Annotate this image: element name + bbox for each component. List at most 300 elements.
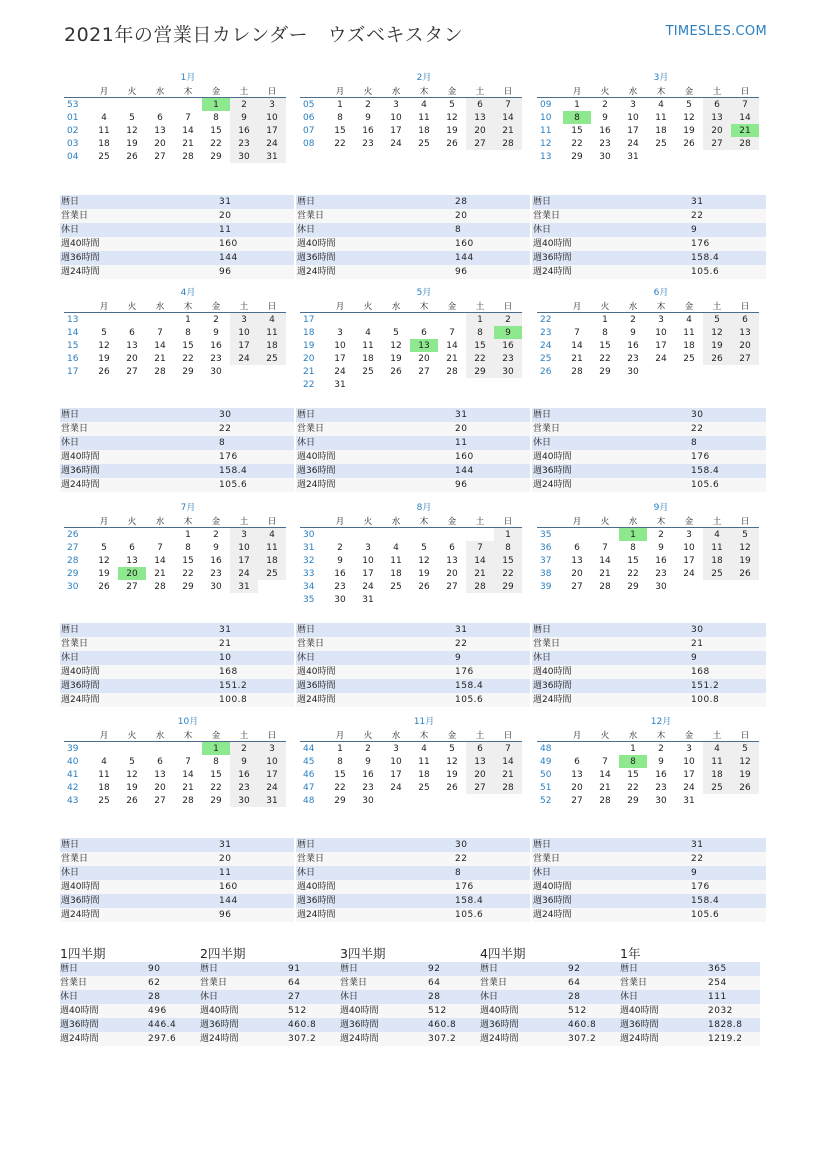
day-cell[interactable]: 3 [658, 314, 664, 325]
day-cell[interactable]: 10 [390, 756, 402, 767]
day-cell[interactable]: 23 [210, 353, 222, 364]
day-cell[interactable]: 18 [703, 768, 731, 781]
day-cell[interactable]: 15 [182, 340, 194, 351]
day-cell[interactable]: 11 [655, 112, 667, 123]
brand-logo-text[interactable]: TIMESLES.COM [665, 24, 767, 39]
day-cell[interactable]: 9 [494, 326, 522, 339]
day-cell[interactable]: 17 [683, 769, 695, 780]
day-cell[interactable]: 3 [686, 529, 692, 540]
day-cell[interactable]: 5 [703, 313, 731, 327]
day-cell[interactable]: 10 [230, 326, 258, 339]
day-cell[interactable]: 12 [126, 769, 138, 780]
day-cell[interactable]: 6 [703, 98, 731, 112]
day-cell[interactable]: 25 [418, 138, 430, 149]
day-cell[interactable]: 29 [210, 795, 222, 806]
day-cell[interactable]: 19 [126, 782, 138, 793]
day-cell[interactable]: 24 [683, 782, 695, 793]
day-cell[interactable]: 25 [258, 567, 286, 580]
day-cell[interactable]: 31 [258, 150, 286, 163]
day-cell[interactable]: 10 [334, 340, 346, 351]
day-cell[interactable]: 18 [683, 340, 695, 351]
day-cell[interactable]: 19 [446, 769, 458, 780]
day-cell[interactable]: 24 [390, 782, 402, 793]
day-cell[interactable]: 18 [362, 353, 374, 364]
day-cell[interactable]: 16 [655, 769, 667, 780]
day-cell[interactable]: 7 [185, 756, 191, 767]
day-cell[interactable]: 1 [630, 743, 636, 754]
day-cell[interactable]: 5 [129, 112, 135, 123]
day-cell[interactable]: 16 [230, 124, 258, 137]
day-cell[interactable]: 16 [655, 555, 667, 566]
day-cell[interactable]: 11 [703, 755, 731, 768]
day-cell[interactable]: 14 [182, 125, 194, 136]
day-cell[interactable]: 10 [362, 555, 374, 566]
day-cell[interactable]: 7 [449, 327, 455, 338]
day-cell[interactable]: 29 [334, 795, 346, 806]
day-cell[interactable]: 9 [337, 555, 343, 566]
day-cell[interactable]: 23 [599, 138, 611, 149]
day-cell[interactable]: 11 [418, 112, 430, 123]
day-cell[interactable]: 1 [202, 98, 230, 112]
day-cell[interactable]: 17 [334, 353, 346, 364]
day-cell[interactable]: 15 [182, 555, 194, 566]
day-cell[interactable]: 2 [213, 529, 219, 540]
day-cell[interactable]: 9 [602, 112, 608, 123]
day-cell[interactable]: 30 [494, 365, 522, 378]
day-cell[interactable]: 25 [418, 782, 430, 793]
day-cell[interactable]: 11 [683, 327, 695, 338]
day-cell[interactable]: 12 [126, 125, 138, 136]
day-cell[interactable]: 23 [627, 353, 639, 364]
day-cell[interactable]: 4 [703, 742, 731, 756]
day-cell[interactable]: 26 [731, 567, 759, 580]
day-cell[interactable]: 26 [390, 366, 402, 377]
day-cell[interactable]: 30 [210, 366, 222, 377]
day-cell[interactable]: 19 [703, 339, 731, 352]
day-cell[interactable]: 17 [683, 555, 695, 566]
day-cell[interactable]: 2 [213, 314, 219, 325]
day-cell[interactable]: 22 [182, 568, 194, 579]
day-cell[interactable]: 27 [418, 366, 430, 377]
day-cell[interactable]: 27 [466, 781, 494, 794]
day-cell[interactable]: 15 [466, 339, 494, 352]
day-cell[interactable]: 10 [683, 542, 695, 553]
day-cell[interactable]: 19 [731, 554, 759, 567]
day-cell[interactable]: 4 [393, 542, 399, 553]
day-cell[interactable]: 4 [258, 313, 286, 327]
day-cell[interactable]: 6 [574, 756, 580, 767]
day-cell[interactable]: 15 [494, 554, 522, 567]
month-name[interactable]: 11月 [413, 717, 435, 727]
day-cell[interactable]: 14 [182, 769, 194, 780]
day-cell[interactable]: 26 [98, 581, 110, 592]
day-cell[interactable]: 2 [365, 743, 371, 754]
day-cell[interactable]: 18 [703, 554, 731, 567]
day-cell[interactable]: 14 [466, 554, 494, 567]
day-cell[interactable]: 12 [390, 340, 402, 351]
month-name[interactable]: 10月 [177, 717, 199, 727]
day-cell[interactable]: 1 [337, 99, 343, 110]
day-cell[interactable]: 23 [230, 137, 258, 150]
day-cell[interactable]: 18 [418, 769, 430, 780]
day-cell[interactable]: 15 [334, 769, 346, 780]
day-cell[interactable]: 3 [393, 743, 399, 754]
day-cell[interactable]: 26 [98, 366, 110, 377]
day-cell[interactable]: 2 [230, 742, 258, 756]
day-cell[interactable]: 18 [655, 125, 667, 136]
month-name[interactable]: 3月 [653, 73, 669, 83]
day-cell[interactable]: 10 [683, 756, 695, 767]
day-cell[interactable]: 2 [630, 314, 636, 325]
day-cell[interactable]: 8 [213, 756, 219, 767]
day-cell[interactable]: 21 [731, 124, 759, 137]
day-cell[interactable]: 10 [390, 112, 402, 123]
day-cell[interactable]: 24 [230, 567, 258, 580]
day-cell[interactable]: 6 [449, 542, 455, 553]
day-cell[interactable]: 13 [126, 340, 138, 351]
day-cell[interactable]: 29 [627, 581, 639, 592]
month-name[interactable]: 6月 [653, 288, 669, 298]
day-cell[interactable]: 13 [446, 555, 458, 566]
day-cell[interactable]: 28 [466, 580, 494, 593]
day-cell[interactable]: 11 [258, 541, 286, 554]
day-cell[interactable]: 10 [230, 541, 258, 554]
day-cell[interactable]: 31 [230, 580, 258, 593]
day-cell[interactable]: 8 [185, 327, 191, 338]
day-cell[interactable]: 24 [334, 366, 346, 377]
day-cell[interactable]: 4 [421, 743, 427, 754]
day-cell[interactable]: 8 [494, 541, 522, 554]
day-cell[interactable]: 30 [210, 581, 222, 592]
day-cell[interactable]: 27 [154, 795, 166, 806]
day-cell[interactable]: 4 [258, 528, 286, 542]
day-cell[interactable]: 5 [393, 327, 399, 338]
day-cell[interactable]: 7 [574, 327, 580, 338]
day-cell[interactable]: 19 [446, 125, 458, 136]
day-cell[interactable]: 14 [154, 340, 166, 351]
day-cell[interactable]: 8 [563, 111, 591, 124]
day-cell[interactable]: 17 [230, 554, 258, 567]
day-cell[interactable]: 12 [418, 555, 430, 566]
day-cell[interactable]: 18 [390, 568, 402, 579]
day-cell[interactable]: 31 [258, 794, 286, 807]
day-cell[interactable]: 22 [599, 353, 611, 364]
day-cell[interactable]: 26 [126, 795, 138, 806]
day-cell[interactable]: 14 [494, 755, 522, 768]
day-cell[interactable]: 11 [98, 769, 110, 780]
day-cell[interactable]: 17 [362, 568, 374, 579]
day-cell[interactable]: 19 [390, 353, 402, 364]
day-cell[interactable]: 3 [258, 98, 286, 112]
day-cell[interactable]: 8 [630, 542, 636, 553]
day-cell[interactable]: 18 [98, 138, 110, 149]
month-name[interactable]: 1月 [180, 73, 196, 83]
day-cell[interactable]: 21 [466, 567, 494, 580]
day-cell[interactable]: 20 [154, 138, 166, 149]
day-cell[interactable]: 7 [185, 112, 191, 123]
day-cell[interactable]: 2 [230, 98, 258, 112]
day-cell[interactable]: 7 [602, 756, 608, 767]
day-cell[interactable]: 5 [101, 542, 107, 553]
day-cell[interactable]: 24 [683, 568, 695, 579]
day-cell[interactable]: 4 [101, 756, 107, 767]
day-cell[interactable]: 30 [655, 581, 667, 592]
day-cell[interactable]: 28 [599, 581, 611, 592]
month-name[interactable]: 9月 [653, 503, 669, 513]
day-cell[interactable]: 2 [494, 313, 522, 327]
day-cell[interactable]: 13 [466, 111, 494, 124]
day-cell[interactable]: 23 [334, 581, 346, 592]
day-cell[interactable]: 6 [466, 98, 494, 112]
day-cell[interactable]: 24 [627, 138, 639, 149]
month-name[interactable]: 8月 [416, 503, 432, 513]
day-cell[interactable]: 8 [602, 327, 608, 338]
day-cell[interactable]: 30 [334, 594, 346, 605]
day-cell[interactable]: 7 [731, 98, 759, 112]
day-cell[interactable]: 18 [258, 339, 286, 352]
day-cell[interactable]: 9 [658, 756, 664, 767]
day-cell[interactable]: 28 [154, 366, 166, 377]
day-cell[interactable]: 22 [210, 138, 222, 149]
day-cell[interactable]: 2 [365, 99, 371, 110]
day-cell[interactable]: 11 [98, 125, 110, 136]
day-cell[interactable]: 16 [362, 769, 374, 780]
day-cell[interactable]: 17 [390, 769, 402, 780]
day-cell[interactable]: 10 [627, 112, 639, 123]
day-cell[interactable]: 29 [627, 795, 639, 806]
day-cell[interactable]: 18 [258, 554, 286, 567]
day-cell[interactable]: 27 [466, 137, 494, 150]
day-cell[interactable]: 18 [418, 125, 430, 136]
day-cell[interactable]: 1 [494, 528, 522, 542]
day-cell[interactable]: 29 [182, 366, 194, 377]
day-cell[interactable]: 20 [731, 339, 759, 352]
day-cell[interactable]: 24 [230, 352, 258, 365]
day-cell[interactable]: 10 [258, 111, 286, 124]
day-cell[interactable]: 7 [602, 542, 608, 553]
day-cell[interactable]: 12 [446, 756, 458, 767]
day-cell[interactable]: 12 [98, 340, 110, 351]
day-cell[interactable]: 1 [202, 742, 230, 756]
day-cell[interactable]: 3 [393, 99, 399, 110]
day-cell[interactable]: 5 [731, 528, 759, 542]
day-cell[interactable]: 31 [362, 594, 374, 605]
day-cell[interactable]: 14 [599, 555, 611, 566]
day-cell[interactable]: 23 [210, 568, 222, 579]
day-cell[interactable]: 22 [571, 138, 583, 149]
day-cell[interactable]: 23 [655, 568, 667, 579]
day-cell[interactable]: 1 [574, 99, 580, 110]
day-cell[interactable]: 15 [599, 340, 611, 351]
day-cell[interactable]: 22 [627, 568, 639, 579]
day-cell[interactable]: 29 [571, 151, 583, 162]
day-cell[interactable]: 17 [655, 340, 667, 351]
day-cell[interactable]: 25 [703, 567, 731, 580]
day-cell[interactable]: 24 [258, 781, 286, 794]
day-cell[interactable]: 27 [703, 137, 731, 150]
day-cell[interactable]: 14 [446, 340, 458, 351]
day-cell[interactable]: 9 [213, 327, 219, 338]
day-cell[interactable]: 15 [571, 125, 583, 136]
day-cell[interactable]: 8 [337, 112, 343, 123]
day-cell[interactable]: 1 [619, 528, 647, 542]
day-cell[interactable]: 26 [418, 581, 430, 592]
day-cell[interactable]: 28 [182, 795, 194, 806]
day-cell[interactable]: 23 [362, 138, 374, 149]
day-cell[interactable]: 28 [494, 781, 522, 794]
day-cell[interactable]: 15 [210, 125, 222, 136]
day-cell[interactable]: 17 [390, 125, 402, 136]
day-cell[interactable]: 8 [213, 112, 219, 123]
day-cell[interactable]: 11 [362, 340, 374, 351]
day-cell[interactable]: 31 [683, 795, 695, 806]
day-cell[interactable]: 28 [182, 151, 194, 162]
day-cell[interactable]: 21 [182, 138, 194, 149]
day-cell[interactable]: 3 [230, 313, 258, 327]
day-cell[interactable]: 3 [337, 327, 343, 338]
day-cell[interactable]: 8 [185, 542, 191, 553]
day-cell[interactable]: 1 [185, 314, 191, 325]
day-cell[interactable]: 28 [571, 366, 583, 377]
day-cell[interactable]: 11 [390, 555, 402, 566]
day-cell[interactable]: 15 [210, 769, 222, 780]
day-cell[interactable]: 14 [599, 769, 611, 780]
day-cell[interactable]: 3 [230, 528, 258, 542]
day-cell[interactable]: 7 [494, 98, 522, 112]
day-cell[interactable]: 20 [571, 782, 583, 793]
day-cell[interactable]: 4 [365, 327, 371, 338]
day-cell[interactable]: 17 [258, 124, 286, 137]
day-cell[interactable]: 13 [154, 125, 166, 136]
day-cell[interactable]: 26 [446, 138, 458, 149]
day-cell[interactable]: 1 [337, 743, 343, 754]
day-cell[interactable]: 23 [655, 782, 667, 793]
day-cell[interactable]: 19 [126, 138, 138, 149]
day-cell[interactable]: 29 [494, 580, 522, 593]
day-cell[interactable]: 20 [154, 782, 166, 793]
day-cell[interactable]: 6 [157, 756, 163, 767]
day-cell[interactable]: 6 [421, 327, 427, 338]
day-cell[interactable]: 6 [466, 742, 494, 756]
day-cell[interactable]: 23 [230, 781, 258, 794]
day-cell[interactable]: 1 [185, 529, 191, 540]
day-cell[interactable]: 20 [126, 353, 138, 364]
day-cell[interactable]: 24 [362, 581, 374, 592]
day-cell[interactable]: 17 [627, 125, 639, 136]
day-cell[interactable]: 16 [599, 125, 611, 136]
day-cell[interactable]: 5 [101, 327, 107, 338]
day-cell[interactable]: 13 [703, 111, 731, 124]
day-cell[interactable]: 6 [574, 542, 580, 553]
day-cell[interactable]: 13 [126, 555, 138, 566]
day-cell[interactable]: 19 [98, 568, 110, 579]
day-cell[interactable]: 22 [334, 138, 346, 149]
day-cell[interactable]: 2 [337, 542, 343, 553]
day-cell[interactable]: 1 [602, 314, 608, 325]
day-cell[interactable]: 11 [258, 326, 286, 339]
day-cell[interactable]: 13 [466, 755, 494, 768]
day-cell[interactable]: 1 [466, 313, 494, 327]
day-cell[interactable]: 4 [658, 99, 664, 110]
day-cell[interactable]: 3 [686, 743, 692, 754]
day-cell[interactable]: 15 [334, 125, 346, 136]
day-cell[interactable]: 29 [182, 581, 194, 592]
day-cell[interactable]: 28 [494, 137, 522, 150]
day-cell[interactable]: 2 [602, 99, 608, 110]
day-cell[interactable]: 2 [658, 743, 664, 754]
day-cell[interactable]: 4 [703, 528, 731, 542]
day-cell[interactable]: 8 [619, 755, 647, 768]
day-cell[interactable]: 5 [731, 742, 759, 756]
day-cell[interactable]: 21 [154, 353, 166, 364]
day-cell[interactable]: 13 [410, 339, 438, 352]
day-cell[interactable]: 10 [655, 327, 667, 338]
day-cell[interactable]: 30 [362, 795, 374, 806]
day-cell[interactable]: 25 [98, 151, 110, 162]
month-name[interactable]: 7月 [180, 503, 196, 513]
day-cell[interactable]: 26 [731, 781, 759, 794]
day-cell[interactable]: 25 [703, 781, 731, 794]
day-cell[interactable]: 30 [655, 795, 667, 806]
day-cell[interactable]: 3 [365, 542, 371, 553]
day-cell[interactable]: 12 [98, 555, 110, 566]
day-cell[interactable]: 18 [98, 782, 110, 793]
day-cell[interactable]: 8 [337, 756, 343, 767]
day-cell[interactable]: 27 [571, 581, 583, 592]
day-cell[interactable]: 4 [421, 99, 427, 110]
day-cell[interactable]: 21 [494, 124, 522, 137]
day-cell[interactable]: 9 [658, 542, 664, 553]
day-cell[interactable]: 31 [627, 151, 639, 162]
day-cell[interactable]: 31 [334, 379, 346, 390]
day-cell[interactable]: 26 [703, 352, 731, 365]
day-cell[interactable]: 17 [230, 339, 258, 352]
day-cell[interactable]: 7 [157, 327, 163, 338]
day-cell[interactable]: 2 [658, 529, 664, 540]
day-cell[interactable]: 7 [466, 541, 494, 554]
day-cell[interactable]: 29 [466, 365, 494, 378]
day-cell[interactable]: 24 [390, 138, 402, 149]
day-cell[interactable]: 21 [599, 568, 611, 579]
day-cell[interactable]: 14 [154, 555, 166, 566]
day-cell[interactable]: 27 [126, 366, 138, 377]
day-cell[interactable]: 27 [154, 151, 166, 162]
day-cell[interactable]: 22 [466, 352, 494, 365]
day-cell[interactable]: 6 [129, 327, 135, 338]
day-cell[interactable]: 16 [334, 568, 346, 579]
day-cell[interactable]: 16 [210, 340, 222, 351]
day-cell[interactable]: 21 [494, 768, 522, 781]
day-cell[interactable]: 25 [655, 138, 667, 149]
day-cell[interactable]: 11 [418, 756, 430, 767]
day-cell[interactable]: 5 [686, 99, 692, 110]
day-cell[interactable]: 10 [258, 755, 286, 768]
day-cell[interactable]: 6 [157, 112, 163, 123]
day-cell[interactable]: 30 [230, 794, 258, 807]
day-cell[interactable]: 3 [258, 742, 286, 756]
day-cell[interactable]: 22 [494, 567, 522, 580]
day-cell[interactable]: 14 [731, 111, 759, 124]
day-cell[interactable]: 4 [686, 314, 692, 325]
day-cell[interactable]: 6 [129, 542, 135, 553]
day-cell[interactable]: 20 [466, 768, 494, 781]
day-cell[interactable]: 9 [230, 755, 258, 768]
day-cell[interactable]: 29 [210, 151, 222, 162]
day-cell[interactable]: 21 [446, 353, 458, 364]
day-cell[interactable]: 24 [258, 137, 286, 150]
day-cell[interactable]: 12 [703, 326, 731, 339]
day-cell[interactable]: 23 [494, 352, 522, 365]
